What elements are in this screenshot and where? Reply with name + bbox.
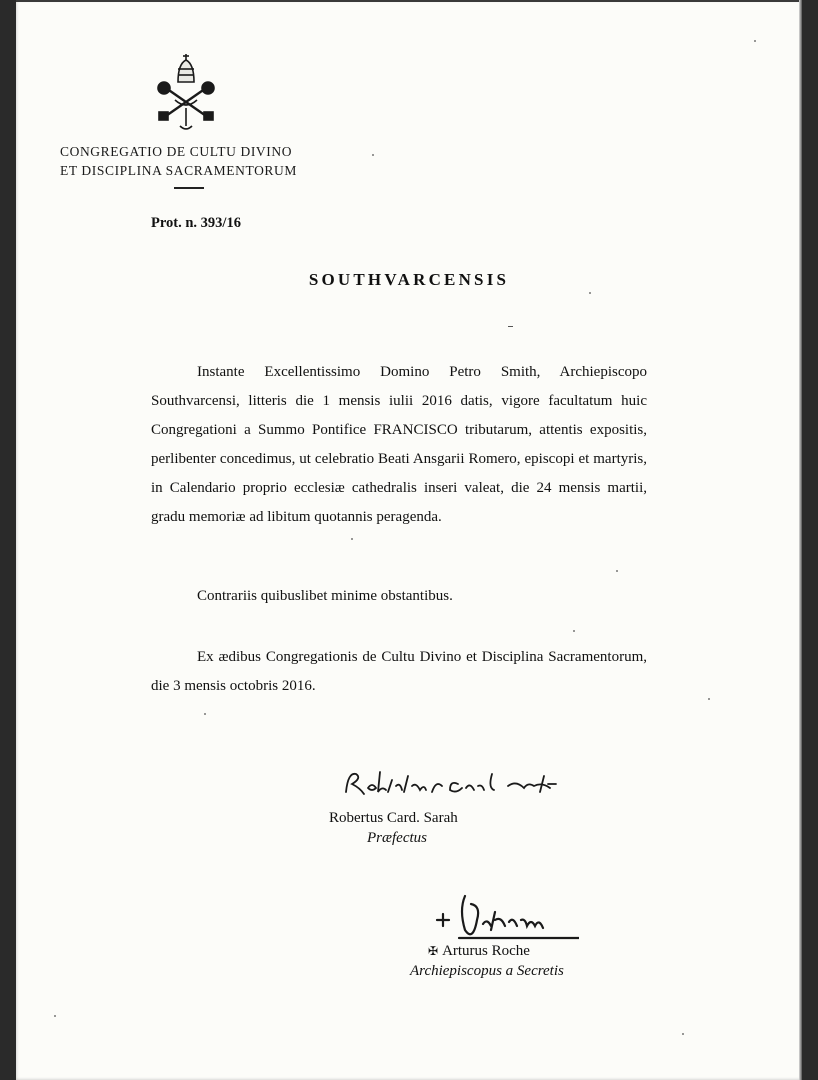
main-paragraph xyxy=(151,358,647,532)
document-title: SOUTHVARCENSIS xyxy=(308,270,510,289)
header-divider xyxy=(174,187,204,189)
scan-speck xyxy=(573,630,575,632)
title-mark xyxy=(508,326,513,327)
header-line-2: ET DISCIPLINA SACRAMENTORUM xyxy=(60,163,297,178)
scan-speck xyxy=(372,154,374,156)
signatory-1-name: Robertus Card. Sarah xyxy=(329,810,458,826)
scan-speck xyxy=(616,570,618,572)
signatory-2-title: Archiepiscopus a Secretis xyxy=(410,963,564,979)
paragraph-3: Ex ædibus Congregationis de Cultu Divino et Disciplina Sacramentorum, die 3 mensis octobris 2016. xyxy=(151,649,647,694)
header-line-1: CONGREGATIO DE CULTU DIVINO xyxy=(60,144,293,159)
protocol-number: Prot. n. 393/16 xyxy=(151,215,241,231)
scan-speck xyxy=(682,1033,684,1035)
scan-speck xyxy=(754,40,756,42)
paragraph-1: Instante Excellentissimo Domino Petro Smith, Archiepiscopo Southvarcensi, litteris die 1 mensis iulii 2016 datis, vigore facultatum huic Congregationi a Summo Pontifice FRANCISCO tributarum, attentis expositis, perlibenter concedimus, ut celebratio Beati Ansgarii Romero, episcopi et martyris, in Calendario proprio ecclesiæ cathedralis inseri valeat, die 24 mensis martii, gradu memoriæ ad libitum quotannis peragenda. xyxy=(151,364,647,525)
page-edge xyxy=(799,0,802,1080)
top-edge xyxy=(16,0,802,2)
scan-speck xyxy=(351,538,353,540)
paragraph-2: Contrariis quibuslibet minime obstantibus. xyxy=(197,588,453,604)
document-page xyxy=(16,0,802,1080)
scan-speck xyxy=(708,698,710,700)
congregation-header xyxy=(60,142,330,180)
signatory-2-name xyxy=(428,943,530,960)
cross-icon: ✠ xyxy=(428,944,439,958)
papal-coat-of-arms-icon xyxy=(151,52,221,134)
scan-speck xyxy=(204,713,206,715)
signature-roche xyxy=(429,890,579,948)
signatory-1-title: Præfectus xyxy=(367,830,427,846)
closing-paragraph xyxy=(151,643,647,701)
signature-sarah xyxy=(338,762,568,802)
signatory-2-name-text: Arturus Roche xyxy=(442,943,530,959)
scan-speck xyxy=(589,292,591,294)
scan-speck xyxy=(54,1015,56,1017)
